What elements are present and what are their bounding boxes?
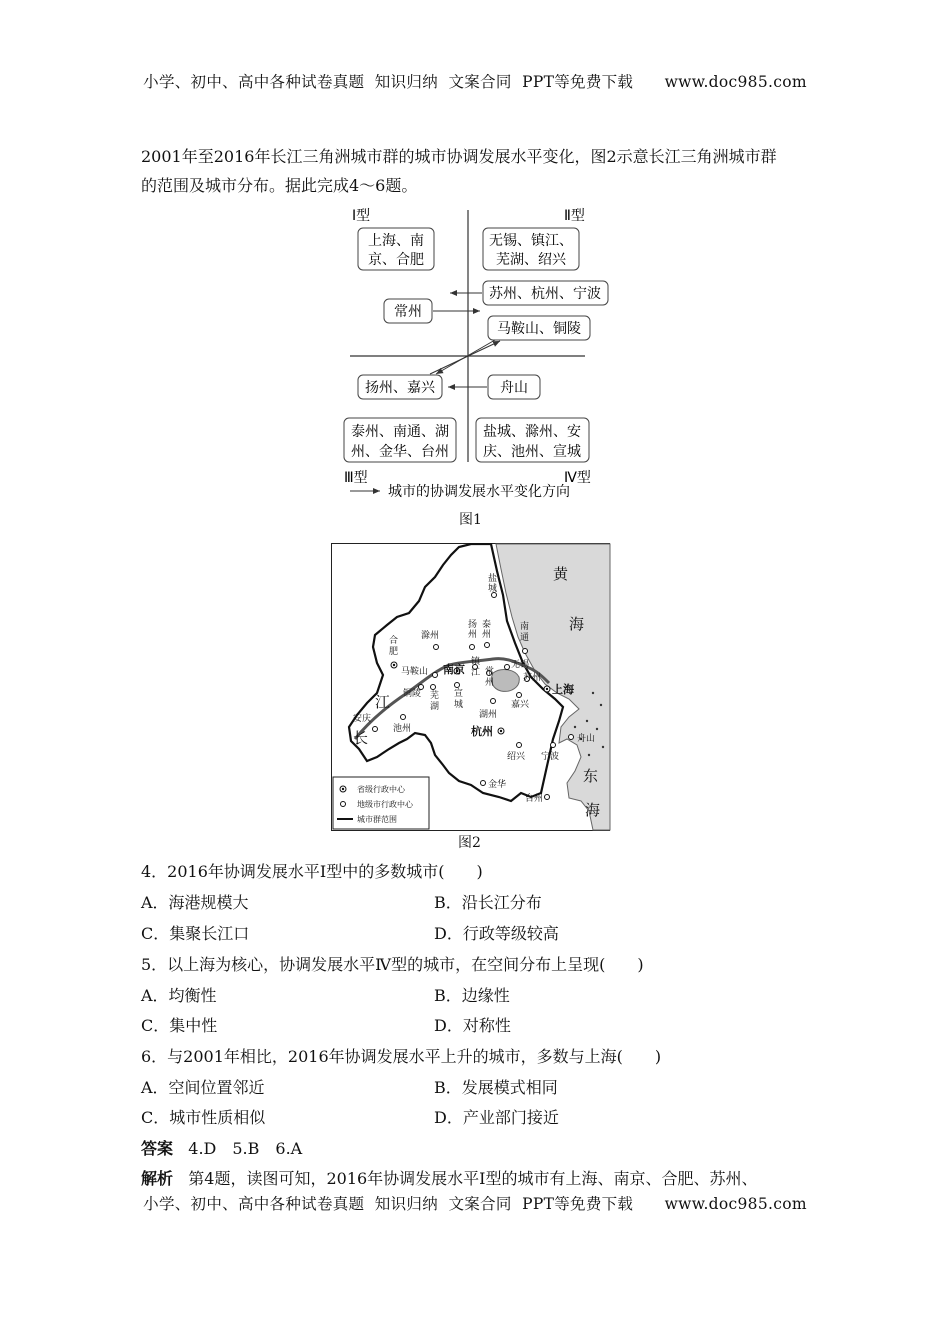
map-city-maanshan: 马鞍山 (401, 667, 429, 677)
fig1-type1-label: Ⅰ型 (352, 208, 371, 224)
answer-text: 4.D 5.B 6.A (188, 1139, 303, 1158)
question-5-option-b: B．边缘性 (434, 986, 510, 1005)
map-city-huzhou: 湖州 (479, 710, 498, 720)
map-city-shanghai: 上海 (552, 683, 574, 696)
figure-2-map (331, 543, 611, 831)
fig1-type2-label: Ⅱ型 (564, 208, 585, 224)
map-city-nantong-1: 南 (520, 622, 530, 632)
map-city-tongling: 铜陵 (403, 689, 422, 699)
map-city-xuancheng-1: 宣 (454, 689, 464, 699)
analysis-label: 解析 (141, 1169, 174, 1188)
fig1-type3-label: Ⅲ型 (344, 470, 368, 486)
question-6-stem: 6．与2001年相比，2016年协调发展水平上升的城市，多数与上海( ) (141, 1047, 662, 1066)
map-city-taizhou-zj: 台州 (525, 794, 544, 804)
fig1-box-suzhou-text: 苏州、杭州、宁波 (489, 286, 601, 302)
question-5-stem: 5．以上海为核心，协调发展水平Ⅳ型的城市，在空间分布上呈现( ) (141, 955, 644, 974)
figure-2-caption: 图2 (458, 835, 481, 851)
map-city-zhenjiang-1: 镇 (471, 657, 481, 667)
map-city-suzhou: 苏州 (523, 673, 542, 683)
map-city-nantong-2: 通 (520, 633, 530, 643)
map-city-hefei-2: 肥 (389, 647, 399, 657)
map-city-zhoushan: 舟山 (577, 734, 596, 744)
figure-1-diagram (340, 200, 610, 520)
map-city-yangzhou-2: 州 (468, 630, 478, 640)
page-header: 小学、初中、高中各种试卷真题 知识归纳 文案合同 PPT等免费下载 www.doc985.com (143, 73, 807, 91)
fig1-box-type3-line2: 州、金华、台州 (351, 444, 449, 460)
fig1-box-yangzhou-text: 扬州、嘉兴 (365, 380, 435, 396)
map-city-yancheng-2: 城 (488, 584, 498, 594)
map-city-anqing: 安庆 (353, 714, 372, 724)
map-river-chang: 长 (353, 729, 369, 747)
map-city-zhenjiang-2: 江 (471, 668, 481, 678)
question-4-stem: 4．2016年协调发展水平Ⅰ型中的多数城市( ) (141, 862, 483, 881)
map-sea-huang-1: 黄 (553, 565, 569, 583)
map-sea-dong-2: 海 (585, 801, 601, 819)
fig1-box-maanshan-text: 马鞍山、铜陵 (497, 321, 581, 337)
question-4-option-c: C．集聚长江口 (141, 924, 250, 943)
intro-line-2: 的范围及城市分布。据此完成4～6题。 (141, 176, 418, 195)
intro-line-1: 2001年至2016年长江三角洲城市群的城市协调发展水平变化，图2示意长江三角洲城市群 (141, 147, 777, 166)
map-river-jiang: 江 (375, 693, 391, 711)
fig1-box-zhoushan-text: 舟山 (500, 380, 528, 396)
map-city-wuxi: 无锡 (511, 660, 530, 670)
map-legend-boundary: 城市群范围 (357, 815, 397, 824)
question-5-option-a: A．均衡性 (141, 986, 217, 1005)
analysis-text: 第4题，读图可知，2016年协调发展水平Ⅰ型的城市有上海、南京、合肥、苏州、 (188, 1169, 758, 1188)
question-6-option-a: A．空间位置邻近 (141, 1078, 265, 1097)
fig1-box-type2-line1: 无锡、镇江、 (489, 233, 573, 249)
page-footer: 小学、初中、高中各种试卷真题 知识归纳 文案合同 PPT等免费下载 www.doc985.com (143, 1195, 807, 1213)
map-legend-prefecture: 地级市行政中心 (357, 800, 413, 809)
map-city-ningbo: 宁波 (541, 752, 560, 762)
map-city-wuhu-1: 芜 (430, 691, 440, 701)
fig1-box-type4-line1: 盐城、滁州、安 (483, 424, 581, 440)
fig1-box-type1-line2: 京、合肥 (368, 252, 424, 268)
question-5-option-c: C．集中性 (141, 1016, 218, 1035)
map-city-yangzhou-1: 扬 (468, 620, 478, 630)
map-sea-dong-1: 东 (583, 767, 599, 785)
map-city-yancheng-1: 盐 (488, 574, 498, 584)
map-legend-provincial: 省级行政中心 (357, 785, 405, 794)
question-5-option-d: D．对称性 (434, 1016, 511, 1035)
map-city-taizhou-2: 州 (482, 630, 492, 640)
question-6-option-b: B．发展模式相同 (434, 1078, 558, 1097)
map-city-changzhou-2: 州 (485, 678, 495, 688)
map-city-nanjing: 南京 (443, 663, 465, 676)
answer-label: 答案 (141, 1139, 174, 1158)
map-city-wuhu-2: 湖 (430, 702, 440, 712)
intro-text (141, 142, 841, 200)
map-city-xuancheng-2: 城 (454, 700, 464, 710)
figure-1-caption: 图1 (459, 512, 482, 528)
fig1-box-type4-line2: 庆、池州、宣城 (483, 444, 581, 460)
fig1-box-changzhou-text: 常州 (394, 304, 422, 320)
map-city-jiaxing: 嘉兴 (511, 700, 530, 710)
fig1-type4-label: Ⅳ型 (564, 470, 591, 486)
analysis-line (141, 1166, 758, 1189)
map-city-shaoxing: 绍兴 (507, 752, 526, 762)
question-4-option-b: B．沿长江分布 (434, 893, 542, 912)
fig1-box-type2-line2: 芜湖、绍兴 (496, 252, 566, 268)
question-4-option-a: A．海港规模大 (141, 893, 249, 912)
map-city-chizhou: 池州 (393, 724, 412, 734)
map-city-taizhou-1: 泰 (482, 620, 492, 630)
question-6-option-c: C．城市性质相似 (141, 1108, 266, 1127)
map-city-chuzhou: 滁州 (421, 631, 440, 641)
map-sea-huang-2: 海 (569, 615, 585, 633)
taihu-lake (491, 670, 519, 692)
question-4-option-d: D．行政等级较高 (434, 924, 559, 943)
map-city-changzhou-1: 常 (485, 667, 495, 677)
fig1-box-type3-line1: 泰州、南通、湖 (351, 424, 449, 440)
question-6-option-d: D．产业部门接近 (434, 1108, 559, 1127)
fig1-box-type1-line1: 上海、南 (368, 233, 424, 249)
fig1-legend-text: 城市的协调发展水平变化方向 (388, 484, 570, 500)
map-city-hefei-1: 合 (389, 636, 399, 646)
answer-line (141, 1136, 302, 1159)
map-city-hangzhou: 杭州 (471, 725, 493, 738)
map-city-jinhua: 金华 (488, 780, 507, 790)
fig1-arrow-yangzhou (430, 341, 500, 374)
